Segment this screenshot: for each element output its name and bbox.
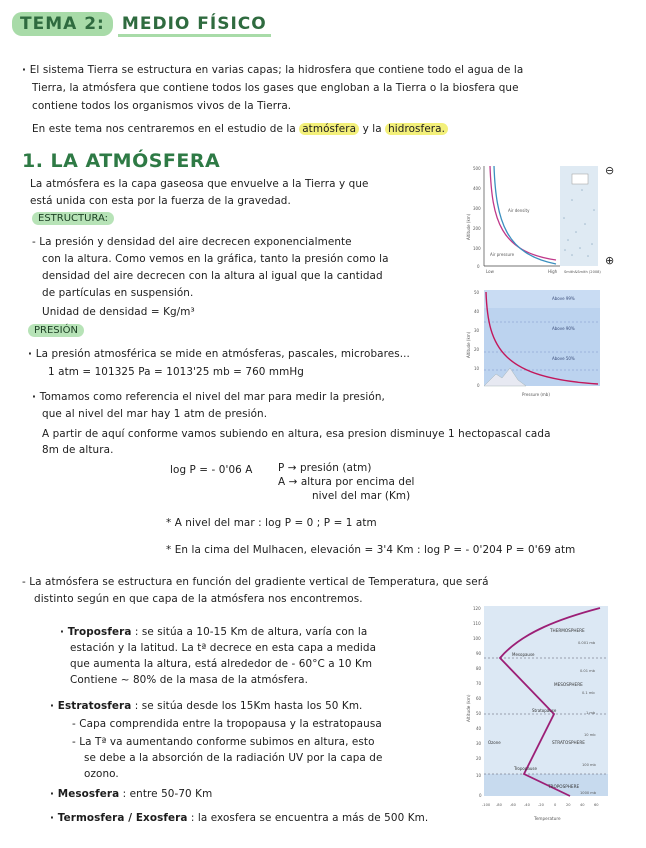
p-tick: 100 mb — [582, 763, 596, 767]
layer-label: Mesopause — [512, 652, 535, 657]
figure-pressure-altitude — [462, 288, 622, 400]
p-tick: 10 mb — [584, 733, 596, 737]
troposfera-line-3: que aumenta la altura, está alrededor de - 60°C a 10 Km — [70, 658, 373, 670]
intro-line-4: En este tema nos centraremos en el estudio de la atmósfera y la hidrosfera. — [32, 123, 448, 135]
y-axis-label: Altitude (km) — [466, 331, 471, 358]
note-mulhacen: * En la cima del Mulhacen, elevación = 3'4 Km : log P = - 0'204 P = 0'69 atm — [166, 544, 576, 556]
layer-label: MESOSPHERE — [554, 682, 583, 687]
y-tick: 100 — [473, 636, 481, 641]
highlight-hidrosfera: hidrosfera. — [385, 123, 448, 135]
band-label: Above 99% — [552, 296, 575, 301]
x-axis-label: Temperature — [534, 816, 561, 821]
definition-line-2: está unida con esta por la fuerza de la gravedad. — [30, 195, 291, 207]
y-tick: 120 — [473, 606, 481, 611]
plot-bg — [484, 606, 608, 796]
y-tick: 50 — [474, 290, 480, 295]
layer-label: Tropopause — [514, 766, 537, 771]
presion-line-5: A partir de aquí conforme vamos subiendo en altura, esa presion disminuye 1 hectopascal cada — [42, 428, 551, 440]
y-tick: 30 — [476, 741, 482, 746]
presion-line-3: · Tomamos como referencia el nivel del mar para medir la presión, — [32, 391, 385, 403]
troposfera-line-4: Contiene ~ 80% de la masa de la atmósfera. — [70, 674, 309, 686]
layers-intro-2: distinto según en que capa de la atmósfera nos encontremos. — [34, 593, 363, 605]
y-tick: 70 — [476, 681, 482, 686]
formula-p-def: P → presión (atm) — [278, 462, 372, 474]
tag-estructura: ESTRUCTURA: — [32, 212, 114, 225]
x-axis-label: Pressure (mb) — [522, 392, 550, 397]
y-ticks — [474, 290, 480, 388]
y-tick: 0 — [479, 793, 482, 798]
y-tick: 10 — [474, 366, 480, 371]
y-ticks — [473, 606, 482, 798]
presion-line-2: 1 atm = 101325 Pa = 1013'25 mb = 760 mmHg — [48, 366, 304, 378]
p-tick: 0.001 mb — [578, 641, 596, 645]
label-density: Air density — [508, 208, 530, 213]
x-tick: -60 — [510, 803, 516, 807]
x-tick: -80 — [496, 803, 502, 807]
vacuum-label-box — [572, 174, 588, 184]
tag-presion: PRESIÓN — [28, 324, 84, 337]
p-tick: 1 mb — [586, 711, 596, 715]
note-sea-level: * A nivel del mar : log P = 0 ; P = 1 atm — [166, 517, 377, 529]
estructura-line-3: densidad del aire decrecen con la altura al igual que la cantidad — [42, 270, 383, 282]
presion-line-6: 8m de altura. — [42, 444, 114, 456]
x-tick: -20 — [538, 803, 544, 807]
y-tick: 60 — [476, 696, 482, 701]
y-tick: 20 — [474, 347, 480, 352]
layer-label: STRATOSPHERE — [552, 740, 585, 745]
estructura-line-2: con la altura. Como vemos en la gráfica, tanto la presión como la — [42, 253, 389, 265]
x-ticks — [482, 803, 599, 807]
x-tick: 0 — [554, 803, 557, 807]
y-axis-label: Altitude (km) — [466, 694, 471, 722]
y-tick: 100 — [473, 246, 481, 251]
band-label: Above 90% — [552, 326, 575, 331]
figure-temperature-profile — [462, 602, 634, 824]
y-tick: 110 — [473, 621, 481, 626]
formula-a-def-1: A → altura por encima del — [278, 476, 415, 488]
label-low: Low — [486, 269, 494, 274]
p-tick: 0.1 mb — [582, 691, 595, 695]
estratosfera-line-5: ozono. — [84, 768, 119, 780]
plus-icon: ⊕ — [605, 254, 615, 267]
y-tick: 0 — [477, 383, 480, 388]
y-tick: 40 — [474, 309, 480, 314]
p-tick: 0.01 mb — [580, 669, 595, 673]
intro-line-2: Tierra, la atmósfera que contiene todos los gases que engloban a la Tierra o la biosfera que — [32, 82, 519, 94]
title-main: MEDIO FÍSICO — [118, 14, 271, 37]
y-tick: 90 — [476, 651, 482, 656]
y-tick: 0 — [477, 264, 480, 269]
estratosfera-line-3: - La Tª va aumentando conforme subimos en altura, esto — [72, 736, 375, 748]
band-label: Above 50% — [552, 356, 575, 361]
estructura-line-5: Unidad de densidad = Kg/m³ — [42, 306, 195, 318]
y-tick: 500 — [473, 166, 481, 171]
y-tick: 50 — [476, 711, 482, 716]
y-tick: 20 — [476, 756, 482, 761]
y-tick: 400 — [473, 186, 481, 191]
label-high: High — [548, 269, 558, 274]
troposfera-line-2: estación y la latitud. La tª decrece en esta capa a medida — [70, 642, 377, 654]
estratosfera-line-1: · Estratosfera : se sitúa desde los 15Km hasta los 50 Km. — [50, 700, 363, 712]
figure-density-pressure — [460, 160, 620, 276]
section-title: 1. LA ATMÓSFERA — [22, 150, 221, 172]
y-tick: 80 — [476, 666, 482, 671]
layers-intro-1: - La atmósfera se estructura en función del gradiente vertical de Temperatura, que será — [22, 576, 489, 588]
credit: Smith&Smith (2008) — [564, 270, 601, 274]
title-prefix: TEMA 2: — [12, 12, 113, 36]
y-tick: 40 — [476, 726, 482, 731]
mesosfera-line: · Mesosfera : entre 50-70 Km — [50, 788, 213, 800]
estructura-line-4: de partículas en suspensión. — [42, 287, 194, 299]
y-tick: 200 — [473, 226, 481, 231]
highlight-atmosfera: atmósfera — [299, 123, 359, 135]
termosfera-line: · Termosfera / Exosfera : la exosfera se encuentra a más de 500 Km. — [50, 812, 429, 824]
y-tick: 30 — [474, 328, 480, 333]
troposfera-line-1: · Troposfera : se sitúa a 10-15 Km de altura, varía con la — [60, 626, 368, 638]
x-tick: 20 — [566, 803, 571, 807]
x-tick: -40 — [524, 803, 530, 807]
p-tick: 1000 mb — [580, 791, 597, 795]
presion-line-4: que al nivel del mar hay 1 atm de presión. — [42, 408, 268, 420]
intro-line-3: contiene todos los organismos vivos de la Tierra. — [32, 100, 292, 112]
estratosfera-line-4: se debe a la absorción de la radiación UV por la capa de — [84, 752, 383, 764]
layer-label: TROPOSPHERE — [548, 784, 580, 789]
layer-label: Stratopause — [532, 708, 557, 713]
band-99 — [484, 290, 600, 308]
ozone-label: Ozone — [488, 740, 501, 745]
x-tick: 40 — [580, 803, 585, 807]
intro-line-1: · El sistema Tierra se estructura en varias capas; la hidrosfera que contiene todo el agua de la — [22, 64, 524, 76]
formula-a-def-2: nivel del mar (Km) — [312, 490, 411, 502]
x-tick: -100 — [482, 803, 491, 807]
estructura-line-1: - La presión y densidad del aire decrecen exponencialmente — [32, 236, 352, 248]
page-title — [12, 14, 271, 34]
layer-label: THERMOSPHERE — [550, 628, 585, 633]
minus-icon: ⊖ — [605, 164, 615, 177]
y-tick: 10 — [476, 773, 482, 778]
estratosfera-line-2: - Capa comprendida entre la tropopausa y la estratopausa — [72, 718, 382, 730]
label-pressure: Air pressure — [490, 252, 515, 257]
y-tick: 300 — [473, 206, 481, 211]
presion-line-1: · La presión atmosférica se mide en atmósferas, pascales, microbares... — [28, 348, 410, 360]
formula: log P = - 0'06 A — [170, 464, 253, 476]
x-tick: 60 — [594, 803, 599, 807]
definition-line-1: La atmósfera es la capa gaseosa que envuelve a la Tierra y que — [30, 178, 369, 190]
y-axis-label: Altitude (km) — [466, 213, 471, 240]
